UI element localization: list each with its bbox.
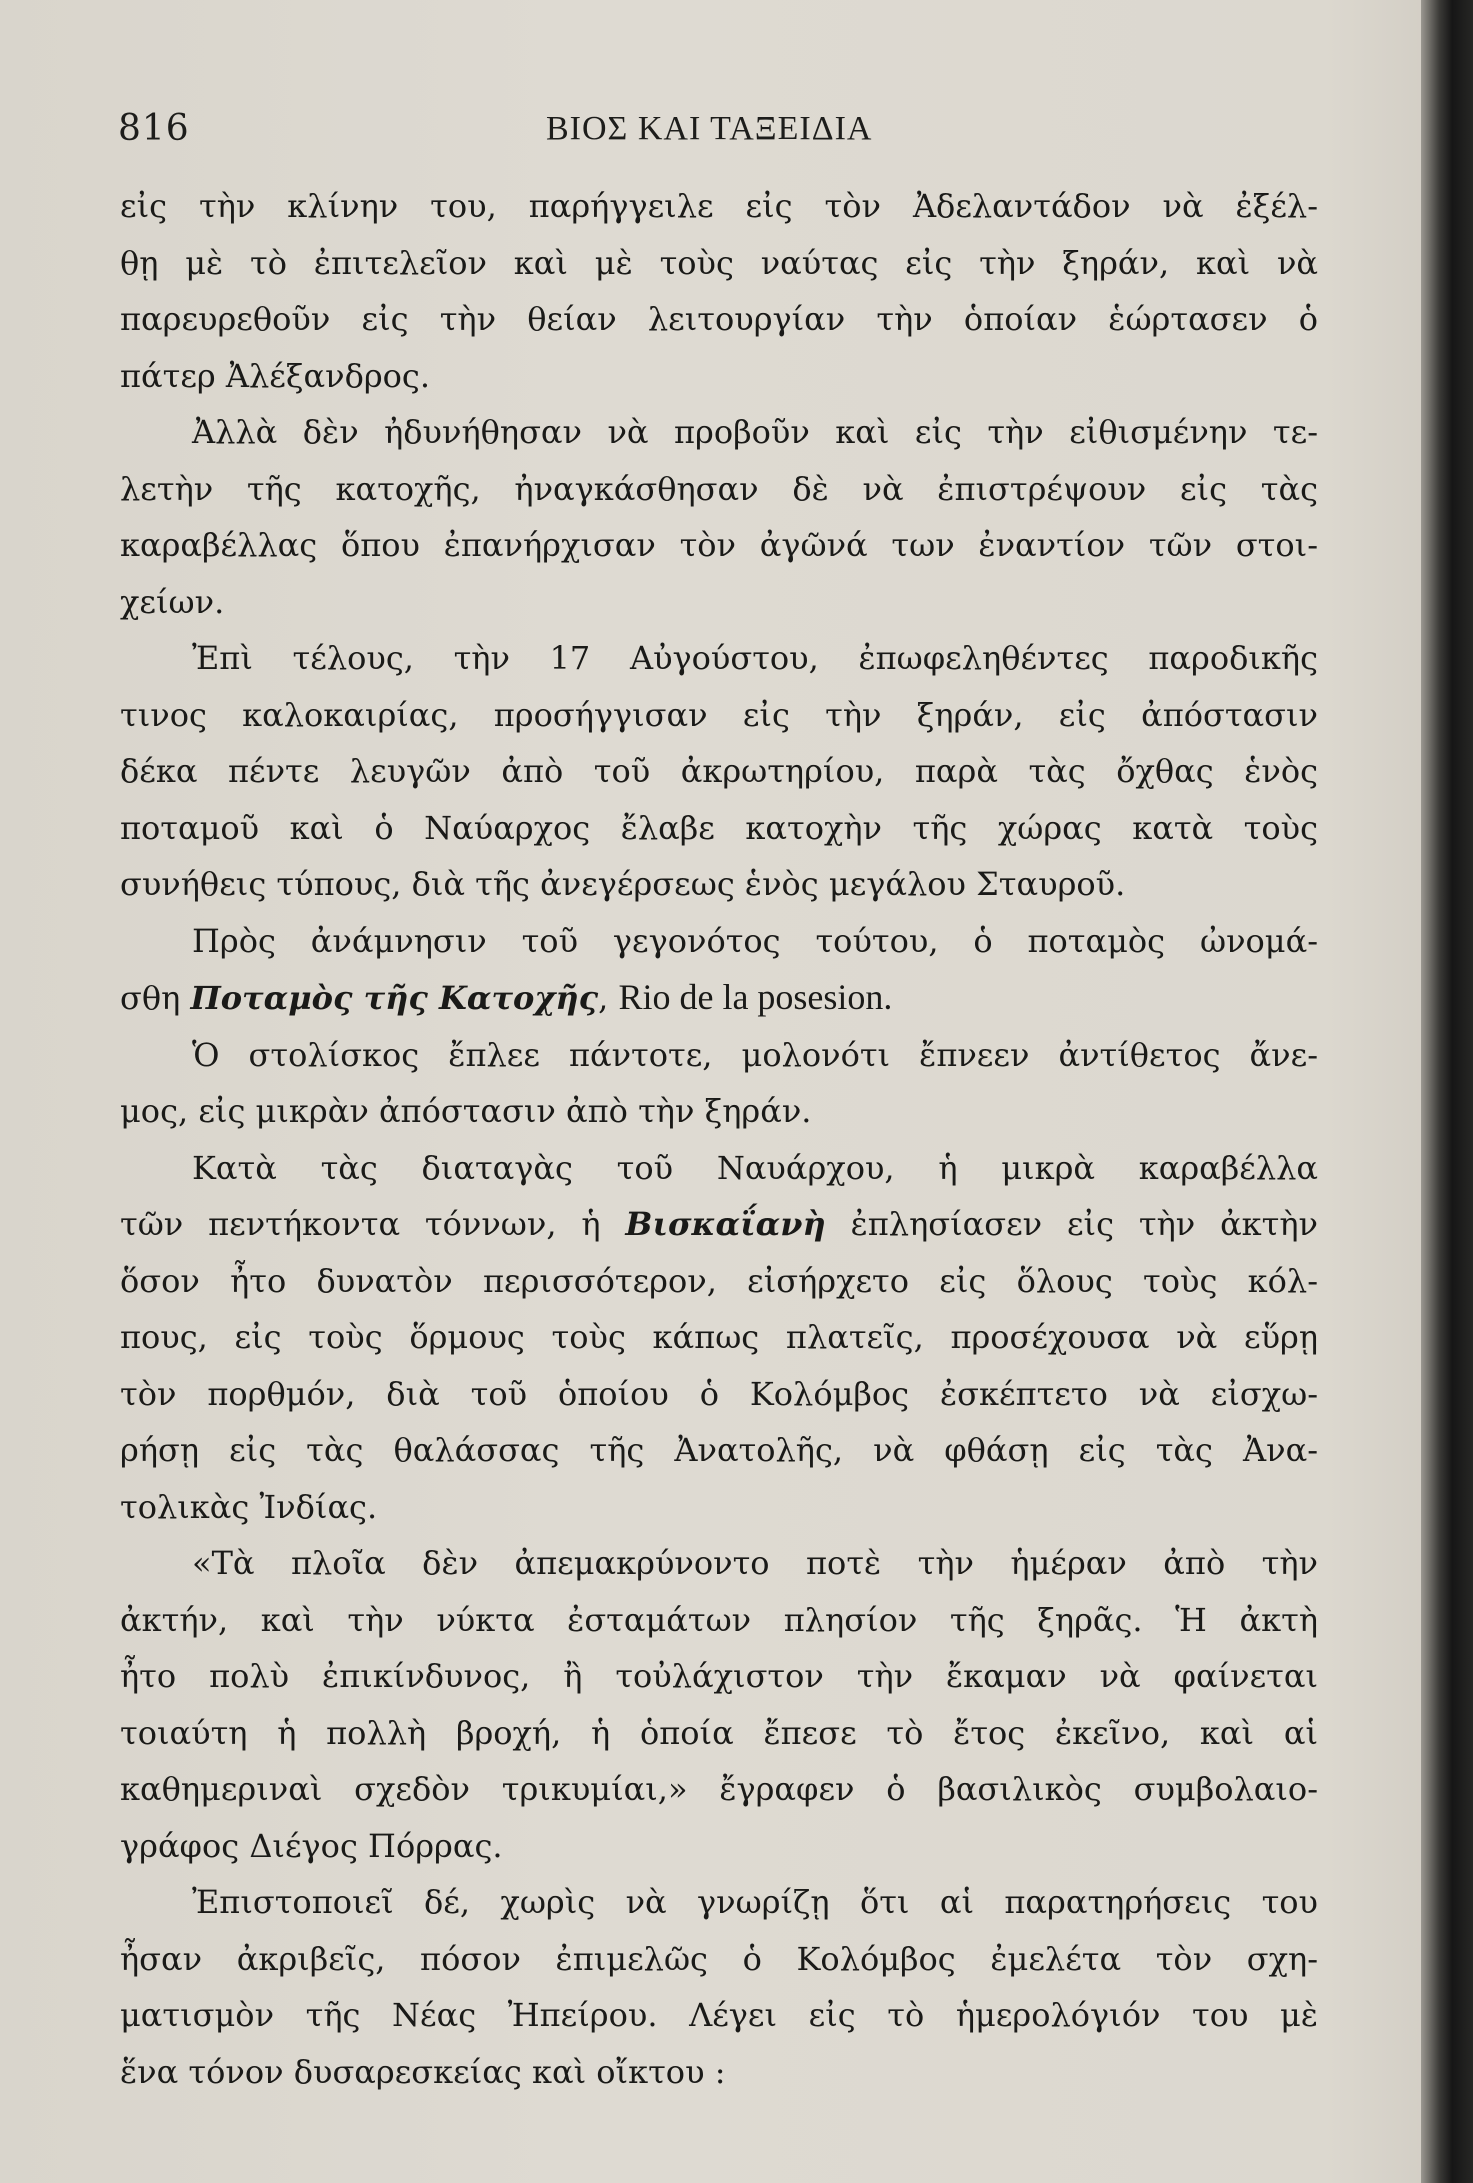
paragraph <box>120 1027 1318 1140</box>
text-line: ὅσον ἦτο δυνατὸν περισσότερον, εἰσήρχετο εἰς ὅλους τοὺς κόλ- <box>120 1261 1318 1300</box>
text-line: τολικὰς Ἰνδίας. <box>120 1487 378 1526</box>
text-line: Ἐπὶ τέλους, τὴν 17 Αὐγούστου, ἐπωφεληθέντες παροδικῆς <box>192 639 1318 677</box>
text-line: εἰς τὴν κλίνην του, παρήγγειλε εἰς τὸν Ἀδελαντάδον νὰ ἐξέλ- <box>120 187 1318 225</box>
text-line: ρήσῃ εἰς τὰς θαλάσσας τῆς Ἀνατολῆς, νὰ φθάσῃ εἰς τὰς Ἀνα- <box>120 1431 1318 1469</box>
text-line: ἦσαν ἀκριβεῖς, πόσον ἐπιμελῶς ὁ Κολόμβος ἐμελέτα τὸν σχη- <box>120 1939 1318 1978</box>
text-line: λετὴν τῆς κατοχῆς, ἠναγκάσθησαν δὲ νὰ ἐπιστρέψουν εἰς τὰς <box>120 469 1318 508</box>
text-line: μος, εἰς μικρὰν ἀπόστασιν ἀπὸ τὴν ξηράν. <box>120 1092 812 1130</box>
latin-river-name: Rio de la posesion. <box>618 977 893 1017</box>
text-line: ἕνα τόνον δυσαρεσκείας καὶ οἴκτου : <box>120 2052 726 2091</box>
paragraph <box>120 178 1318 404</box>
text-line <box>120 969 1318 1027</box>
text-fragment: ἐπλησίασεν εἰς τὴν ἀκτὴν <box>825 1205 1319 1243</box>
text-line: δέκα πέντε λευγῶν ἀπὸ τοῦ ἀκρωτηρίου, παρὰ τὰς ὄχθας ἑνὸς <box>120 752 1318 790</box>
text-line: ἀκτήν, καὶ τὴν νύκτα ἐσταμάτων πλησίον τῆς ξηρᾶς. Ἡ ἀκτὴ <box>120 1600 1318 1639</box>
text-line: Ὁ στολίσκος ἔπλεε πάντοτε, μολονότι ἔπνεεν ἀντίθετος ἄνε- <box>192 1035 1318 1074</box>
paragraph <box>120 630 1318 913</box>
text-line: πάτερ Ἀλέξανδρος. <box>120 356 430 395</box>
text-line: Πρὸς ἀνάμνησιν τοῦ γεγονότος τούτου, ὁ ποταμὸς ὠνομά- <box>192 921 1318 960</box>
italic-river-name: Ποταμὸς τῆς Κατοχῆς <box>190 979 599 1017</box>
paragraph <box>120 1535 1318 1874</box>
text-line: Ἀλλὰ δὲν ἠδυνήθησαν νὰ προβοῦν καὶ εἰς τὴν εἰθισμένην τε- <box>192 413 1318 451</box>
paragraph <box>120 1140 1318 1536</box>
page-number: 816 <box>118 108 190 149</box>
text-fragment: , <box>598 979 619 1017</box>
book-spine-shadow <box>1421 0 1473 2183</box>
text-fragment: σθη <box>120 979 191 1017</box>
text-line: χείων. <box>120 582 225 621</box>
text-line: συνήθεις τύπους, διὰ τῆς ἀνεγέρσεως ἑνὸς μεγάλου Σταυροῦ. <box>120 865 1126 903</box>
italic-ship-name: Βισκαΐανὴ <box>625 1205 826 1243</box>
text-line: καθημεριναὶ σχεδὸν τρικυμίαι,» ἔγραφεν ὁ βασιλικὸς συμβολαιο- <box>120 1770 1318 1808</box>
text-line: ματισμὸν τῆς Νέας Ἠπείρου. Λέγει εἰς τὸ ἡμερολόγιόν του μὲ <box>120 1996 1318 2034</box>
text-line: Ἐπιστοποιεῖ δέ, χωρὶς νὰ γνωρίζῃ ὅτι αἱ παρατηρήσεις του <box>192 1883 1318 1921</box>
paragraph <box>120 913 1318 1027</box>
body-text <box>120 178 1318 2100</box>
text-line <box>120 1196 1318 1253</box>
paragraph <box>120 1874 1318 2100</box>
text-line: γράφος Διέγος Πόρρας. <box>120 1826 503 1865</box>
text-fragment: τῶν πεντήκοντα τόννων, ἡ <box>120 1205 626 1243</box>
text-line: Κατὰ τὰς διαταγὰς τοῦ Ναυάρχου, ἡ μικρὰ καραβέλλα <box>192 1148 1318 1187</box>
text-line: θῃ μὲ τὸ ἐπιτελεῖον καὶ μὲ τοὺς ναύτας εἰς τὴν ξηράν, καὶ νὰ <box>120 243 1318 282</box>
text-line: ποταμοῦ καὶ ὁ Ναύαρχος ἔλαβε κατοχὴν τῆς χώρας κατὰ τοὺς <box>120 808 1318 847</box>
text-line: τὸν πορθμόν, διὰ τοῦ ὁποίου ὁ Κολόμβος ἐσκέπτετο νὰ εἰσχω- <box>120 1374 1318 1413</box>
running-title: ΒΙΟΣ ΚΑΙ ΤΑΞΕΙΔΙΑ <box>546 110 873 147</box>
text-line: ἦτο πολὺ ἐπικίνδυνος, ἢ τοὐλάχιστον τὴν ἔκαμαν νὰ φαίνεται <box>120 1657 1318 1695</box>
text-line: «Τὰ πλοῖα δὲν ἀπεμακρύνοντο ποτὲ τὴν ἡμέραν ἀπὸ τὴν <box>192 1544 1318 1582</box>
paragraph <box>120 404 1318 630</box>
text-line: παρευρεθοῦν εἰς τὴν θείαν λειτουργίαν τὴν ὁποίαν ἑώρτασεν ὁ <box>120 300 1318 338</box>
text-line: πους, εἰς τοὺς ὅρμους τοὺς κάπως πλατεῖς, προσέχουσα νὰ εὕρῃ <box>120 1318 1318 1356</box>
text-line: τινος καλοκαιρίας, προσήγγισαν εἰς τὴν ξηράν, εἰς ἀπόστασιν <box>120 695 1318 734</box>
page-header <box>118 108 1348 158</box>
text-line: καραβέλλας ὅπου ἐπανήρχισαν τὸν ἀγῶνά των ἐναντίον τῶν στοι- <box>120 526 1318 564</box>
text-line: τοιαύτη ἡ πολλὴ βροχή, ἡ ὁποία ἔπεσε τὸ ἔτος ἐκεῖνο, καὶ αἱ <box>120 1713 1318 1752</box>
